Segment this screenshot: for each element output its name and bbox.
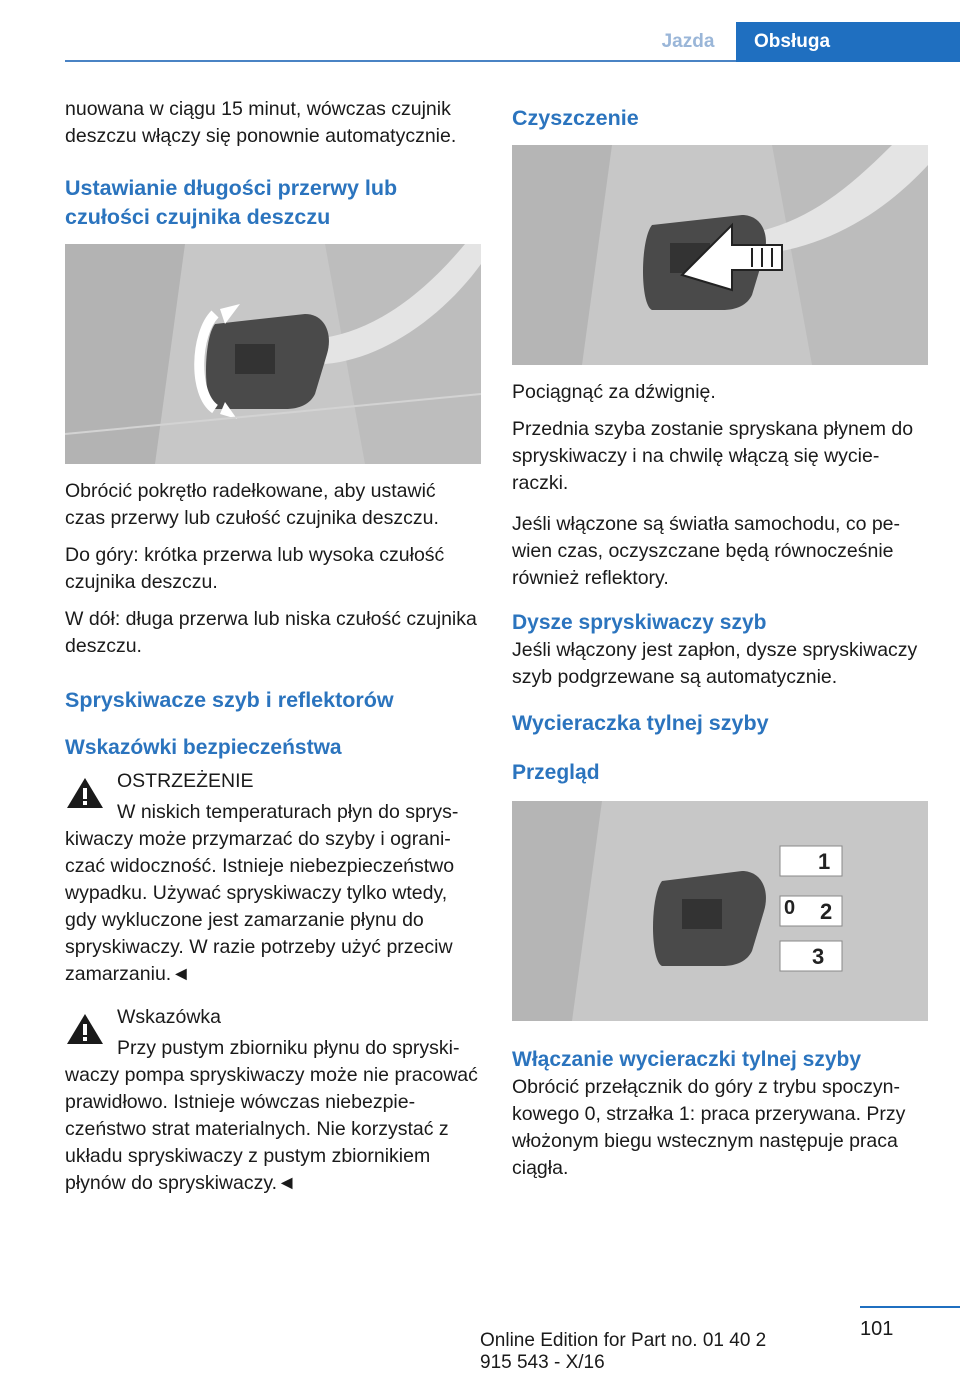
edition-footer: Online Edition for Part no. 01 40 2 915 543 - X/16	[480, 1330, 767, 1373]
cleaning-paragraph-2: Przednia szyba zostanie spryskana płynem do spryskiwaczy i na chwilę włączą się wycieraczki.	[512, 418, 914, 494]
warning-triangle-icon	[65, 1012, 105, 1046]
fig-label-2: 2	[820, 899, 833, 924]
rain-sensor-dial-image	[65, 244, 481, 464]
heading-overview: Przegląd	[512, 761, 600, 784]
heading-switch-on: Włączanie wycieraczki tylnej szyby	[512, 1048, 862, 1071]
heading-cleaning: Czyszczenie	[512, 106, 639, 130]
left-column	[65, 96, 481, 1207]
fig-label-3: 3	[812, 944, 825, 969]
intro-text: nuowana w ciągu 15 minut, wówczas czujnik deszczu włączy się ponownie automatycznie.	[65, 98, 457, 147]
interval-paragraph-3: W dół: długa przerwa lub niska czułość czujnika deszczu.	[65, 608, 477, 657]
nozzles-paragraph: Jeśli włączony jest zapłon, dysze spryskiwaczy szyb podgrzewane są automatycznie.	[512, 639, 918, 688]
warning-triangle-icon	[65, 776, 105, 810]
heading-rear-wiper: Wycieraczka tylnej szyby	[512, 711, 769, 735]
switch-on-paragraph: Obrócić przełącznik do góry z trybu spoczynkowego 0, strzałka 1: praca przerywana. Przy włożonym biegu wstecznym następuje praca ciągła.	[512, 1076, 906, 1179]
rear-wiper-switch-image	[512, 801, 928, 1021]
cleaning-paragraph-3: Jeśli włączone są światła samochodu, co pewien czas, oczyszczane będą równocześnie również reflektory.	[512, 513, 901, 589]
warning-1-text: kiwaczy może przymarzać do szyby i ograniczać widoczność. Istnieje niebezpieczeństwo wypadku. Używać spryskiwaczy tylko wtedy, gdy wykluczone jest zamarzanie płynu do spryskiwaczy. W razie potrzeby użyć przeciw zamarzaniu.◄	[65, 828, 455, 985]
right-column	[512, 96, 928, 1192]
page-number: 101	[860, 1318, 894, 1340]
warning-2-title: Wskazówka	[117, 1006, 222, 1028]
cleaning-paragraph-1: Pociągnąć za dźwignię.	[512, 381, 716, 403]
warning-2-text: waczy pompa spryskiwaczy może nie pracować prawidłowo. Istnieje wówczas niebezpieczeństwo strat materialnych. Nie korzystać z układu spryskiwaczy z pustym zbiornikiem płynów do spryskiwaczy.◄	[65, 1064, 478, 1194]
heading-washers: Spryskiwacze szyb i reflektorów	[65, 688, 394, 712]
footer-rule	[860, 1306, 960, 1308]
heading-safety: Wskazówki bezpieczeństwa	[65, 736, 342, 759]
fig-label-1: 1	[818, 849, 831, 874]
fig-label-0: 0	[784, 897, 796, 919]
heading-nozzles: Dysze spryskiwaczy szyb	[512, 611, 767, 634]
heading-interval: Ustawianie długości przerwy lub czułości czujnika deszczu	[65, 176, 398, 229]
washer-lever-image	[512, 145, 928, 365]
warning-block-2	[65, 1004, 481, 1197]
warning-2-first-line: Przy pustym zbiorniku płynu do spryski-	[117, 1037, 460, 1059]
warning-block-1	[65, 768, 481, 988]
warning-1-first-line: W niskich temperaturach płyn do sprys-	[117, 801, 459, 823]
tab-jazda[interactable]: Jazda	[661, 31, 715, 52]
interval-paragraph-1: Obrócić pokrętło radełkowane, aby ustawić czas przerwy lub czułość czujnika deszczu.	[65, 480, 439, 529]
tab-obsluga[interactable]: Obsługa	[736, 22, 960, 62]
interval-paragraph-2: Do góry: krótka przerwa lub wysoka czułość czujnika deszczu.	[65, 544, 445, 593]
warning-1-title: OSTRZEŻENIE	[117, 770, 254, 792]
